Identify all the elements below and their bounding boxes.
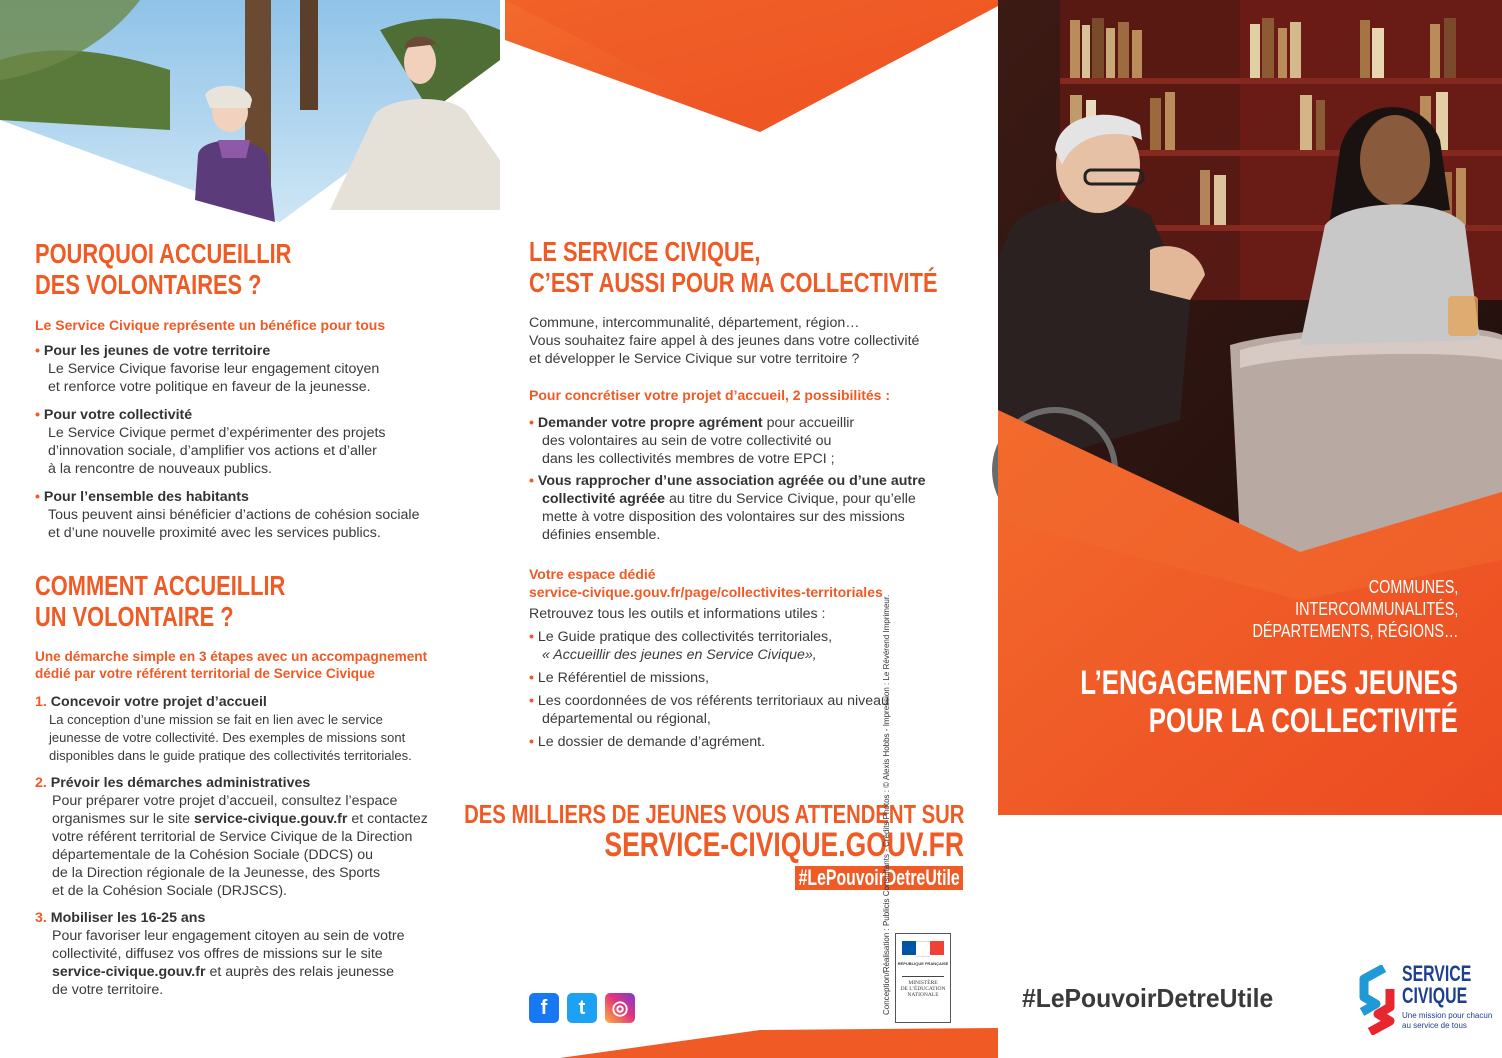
- outdoor-photo: [0, 0, 500, 222]
- option-line: [529, 490, 969, 508]
- benefit-line: d’innovation sociale, d’amplifier vos actions et d’aller: [48, 443, 377, 459]
- intro-line: Commune, intercommunalité, département, région…: [529, 315, 860, 331]
- space-title: Votre espace dédié: [529, 566, 656, 582]
- how-lead: [35, 648, 427, 682]
- step-line: jeunesse de votre collectivité. Des exemples de missions sont: [49, 730, 406, 745]
- cta-site-link[interactable]: SERVICE-CIVIQUE.GOUV.FR: [604, 826, 964, 864]
- cta-line1: DES MILLIERS DE JEUNES VOUS ATTENDENT SUR: [463, 799, 964, 829]
- bullet: •: [529, 629, 534, 645]
- step-title: Mobiliser les 16-25 ans: [50, 910, 206, 926]
- text: et auprès des relais jeunesse: [205, 964, 394, 980]
- text: pour accueillir: [762, 415, 855, 431]
- hashtag-text: #LePouvoirDetreUtile: [798, 866, 960, 890]
- step-line: disponibles dans le guide pratique des collectivités territoriales.: [49, 748, 412, 763]
- title-line: DES VOLONTAIRES ?: [35, 269, 262, 301]
- lead-line: dédié par votre référent territorial de Service Civique: [35, 666, 375, 681]
- benefit-line: à la rencontre de nouveaux publics.: [48, 461, 272, 477]
- instagram-icon[interactable]: ◎: [605, 993, 635, 1023]
- ministry-label: NATIONALE: [907, 992, 939, 998]
- audience-line: DÉPARTEMENTS, RÉGIONS…: [1252, 621, 1458, 641]
- ministry-logo: [895, 933, 951, 1023]
- credits-text: Conception/Réalisation : Publicis Consultants - Crédits Photos : © Alexis Hobbs - Impression : Le Révérend Imprimeur.: [882, 594, 891, 1015]
- bullet: •: [529, 473, 534, 489]
- audience-line: INTERCOMMUNALITÉS,: [1294, 599, 1458, 619]
- resource-item: Le Référentiel de missions,: [537, 670, 710, 686]
- title-line: POUR LA COLLECTIVITÉ: [1148, 702, 1458, 740]
- section-title-collectivity: [529, 236, 938, 299]
- title-line: L’ENGAGEMENT DES JEUNES: [1080, 664, 1458, 702]
- step-item: [35, 774, 475, 900]
- title-line: C’EST AUSSI POUR MA COLLECTIVITÉ: [529, 267, 938, 299]
- step-item: [35, 693, 475, 765]
- ministry-label: MINISTÈRE: [908, 980, 938, 986]
- why-lead: Le Service Civique représente un bénéfice pour tous: [35, 317, 386, 333]
- possibilities-lead: Pour concrétiser votre projet d’accueil, 2 possibilités :: [529, 387, 890, 403]
- flag-icon: [896, 941, 950, 957]
- steps-list: [35, 693, 475, 999]
- title-line: LE SERVICE CIVIQUE,: [529, 236, 761, 267]
- benefit-list: [35, 342, 475, 542]
- option-title: Demander votre propre agrément: [537, 415, 763, 431]
- intro-line: et développer le Service Civique sur votre territoire ?: [529, 351, 860, 367]
- intro-line: Vous souhaitez faire appel à des jeunes dans votre collectivité: [529, 333, 920, 349]
- ministry-label: DE L’ÉDUCATION: [900, 986, 946, 992]
- step-title: Concevoir votre projet d’accueil: [50, 694, 267, 710]
- audience-list: [1201, 576, 1458, 642]
- audience-line: COMMUNES,: [1368, 577, 1458, 597]
- cover-title: [961, 664, 1458, 740]
- step-title: Prévoir les démarches administratives: [50, 775, 311, 791]
- option-line: dans les collectivités membres de votre EPCI ;: [542, 451, 835, 467]
- resource-item: Le dossier de demande d’agrément.: [537, 734, 766, 750]
- step-number: 3.: [35, 910, 47, 926]
- step-line: de la Direction régionale de la Jeunesse, des Sports: [52, 865, 381, 881]
- space-intro: Retrouvez tous les outils et informations utiles :: [529, 606, 826, 622]
- collectivity-intro: [529, 314, 969, 368]
- resource-line: départemental ou régional,: [542, 711, 711, 727]
- benefit-title: Pour votre collectivité: [43, 407, 193, 423]
- hashtag-badge: [795, 866, 963, 890]
- benefit-line: et d’une nouvelle proximité avec les services publics.: [48, 525, 381, 541]
- site-link[interactable]: service-civique.gouv.fr: [52, 964, 206, 980]
- step-line: de votre territoire.: [52, 982, 164, 998]
- benefit-title: Pour l’ensemble des habitants: [43, 489, 249, 505]
- option-line: des volontaires au sein de votre collectivité ou: [542, 433, 832, 449]
- benefit-item: [35, 488, 475, 542]
- step-line: départementale de la Cohésion Sociale (DDCS) ou: [52, 847, 373, 863]
- logo-tagline: Une mission pour chacun: [1402, 1011, 1493, 1020]
- bullet: •: [529, 693, 534, 709]
- step-line: collectivité, diffusez vos offres de missions sur le site: [52, 946, 383, 962]
- option-item: [529, 414, 969, 468]
- service-civique-s-icon: [1354, 965, 1400, 1035]
- benefit-line: et renforce votre politique en faveur de la jeunesse.: [48, 379, 371, 395]
- twitter-icon[interactable]: t: [567, 993, 597, 1023]
- orange-chevron-bottom: [560, 1028, 998, 1058]
- republic-label: RÉPUBLIQUE FRANÇAISE: [897, 961, 949, 966]
- bullet: •: [529, 415, 534, 431]
- bullet: •: [35, 489, 40, 505]
- option-line: mette à votre disposition des volontaires sur des missions: [542, 509, 905, 525]
- title-line: COMMENT ACCUEILLIR: [35, 570, 286, 601]
- step-number: 2.: [35, 775, 47, 791]
- step-line: Pour préparer votre projet d’accueil, consultez l’espace: [52, 793, 398, 809]
- bullet: •: [529, 734, 534, 750]
- lead-line: Une démarche simple en 3 étapes avec un accompagnement: [35, 649, 428, 664]
- step-line: [35, 963, 475, 981]
- step-line: [35, 810, 475, 828]
- space-url-link[interactable]: service-civique.gouv.fr/page/collectivites-territoriales: [529, 584, 883, 600]
- step-line: Pour favoriser leur engagement citoyen au sein de votre: [52, 928, 405, 944]
- benefit-item: [35, 342, 475, 396]
- option-title: Vous rapprocher d’une association agréée ou d’une autre: [537, 473, 926, 489]
- benefit-line: Le Service Civique permet d’expérimenter des projets: [48, 425, 386, 441]
- step-line: La conception d’une mission se fait en lien avec le service: [49, 712, 383, 727]
- benefit-item: [35, 406, 475, 478]
- text: au titre du Service Civique, pour qu’elle: [665, 491, 916, 507]
- step-item: [35, 909, 475, 999]
- title-line: POURQUOI ACCUEILLIR: [35, 238, 292, 269]
- option-item: [529, 472, 969, 544]
- step-line: et de la Cohésion Sociale (DRJSCS).: [52, 883, 287, 899]
- benefit-line: Tous peuvent ainsi bénéficier d’actions de cohésion sociale: [48, 507, 420, 523]
- title-line: UN VOLONTAIRE ?: [35, 601, 234, 633]
- bullet: •: [35, 407, 40, 423]
- bullet: •: [35, 343, 40, 359]
- facebook-icon[interactable]: f: [529, 993, 559, 1023]
- cover-hashtag: #LePouvoirDetreUtile: [1022, 983, 1274, 1013]
- logo-text: SERVICE: [1402, 961, 1472, 986]
- step-line: votre référent territorial de Service Civique de la Direction: [52, 829, 413, 845]
- section-title-how: [35, 570, 285, 633]
- option-title: collectivité agréée: [542, 491, 666, 507]
- option-line: définies ensemble.: [542, 527, 661, 543]
- section-title-why: [35, 238, 291, 301]
- benefit-title: Pour les jeunes de votre territoire: [43, 343, 271, 359]
- service-civique-logo: [1352, 961, 1493, 1035]
- resource-line: « Accueillir des jeunes en Service Civique»,: [542, 647, 817, 663]
- step-number: 1.: [35, 694, 47, 710]
- option-list: [529, 414, 969, 544]
- resource-item: Le Guide pratique des collectivités territoriales,: [537, 629, 833, 645]
- resource-item: Les coordonnées de vos référents territoriaux au niveau: [537, 693, 889, 709]
- logo-tagline: au service de tous: [1402, 1021, 1467, 1030]
- site-link[interactable]: service-civique.gouv.fr: [193, 811, 348, 827]
- resource-list: [529, 628, 969, 751]
- text: organismes sur le site: [52, 811, 194, 827]
- bullet: •: [529, 670, 534, 686]
- logo-text: CIVIQUE: [1402, 983, 1468, 1008]
- benefit-line: Le Service Civique favorise leur engagement citoyen: [48, 361, 380, 377]
- text: et contactez: [347, 811, 428, 827]
